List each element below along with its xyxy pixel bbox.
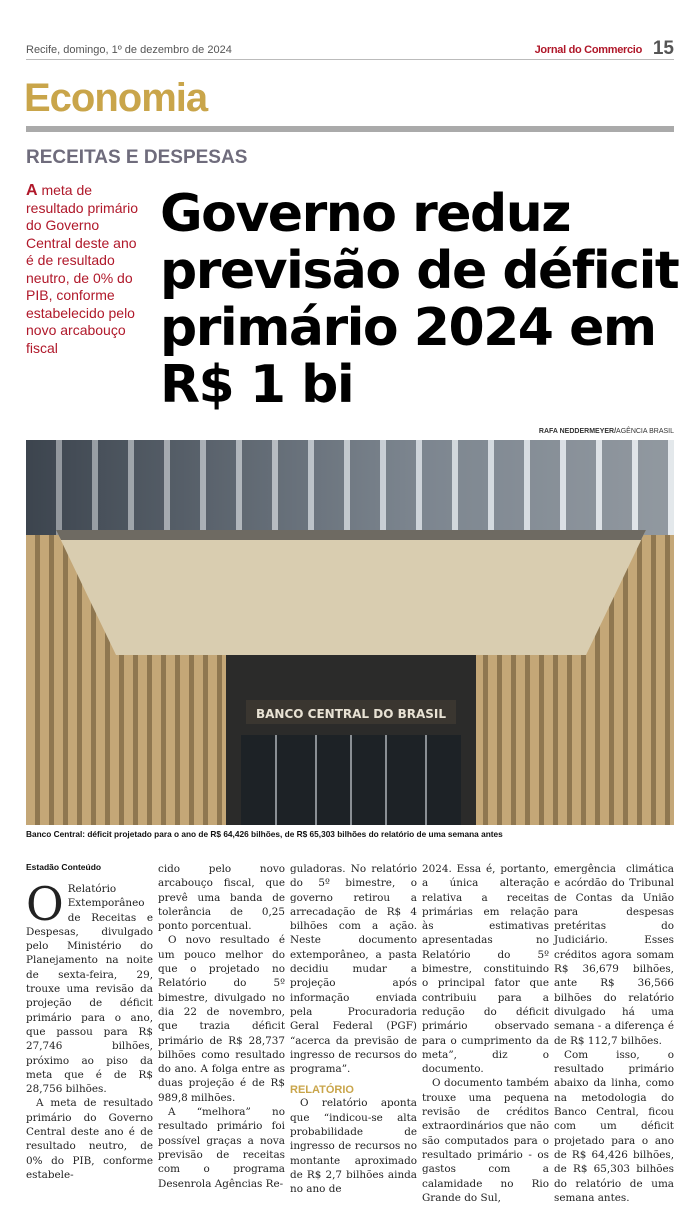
drop-cap: O (26, 877, 64, 931)
paragraph: O Relatório Extemporâneo de Receitas e Despesas, divulgado pelo Ministério do Planejamento na noite de sexta-feira, 29, trouxe uma revisão da projeção de déficit primário para o ano, que passou para R$ 27,746 bilhões, próximo ao piso da meta que é de R$ 28,756 bilhões. (26, 877, 153, 1096)
paragraph: guladoras. No relatório do 5º bimestre, o governo retirou a arrecadação de R$ 4 bilhões com a ação. Neste documento extemporâneo, a pasta decidiu mudar a projeção após informação enviada pela Procuradoria Geral Federal (PGF) “acerca da previsão de ingresso de recursos do programa”. (290, 863, 417, 1076)
photo-caption: Banco Central: déficit projetado para o ano de R$ 64,426 bilhões, de R$ 65,303 bilhões do relatório de uma semana antes (26, 829, 503, 839)
paragraph: A meta de resultado primário do Governo Central deste ano é de resultado neutro, de 0% do PIB, conforme estabele- (26, 1097, 153, 1181)
lede (26, 182, 148, 357)
paragraph: O relatório aponta que “indicou-se alta probabilidade de ingresso de recursos no montante aproximado de R$ 2,7 bilhões ainda no ano de (290, 1097, 417, 1196)
subheading: RELATÓRIO (290, 1084, 354, 1097)
building-illustration (26, 440, 674, 825)
credit-agency: AGÊNCIA BRASIL (616, 428, 674, 435)
dateline: Recife, domingo, 1º de dezembro de 2024 (26, 44, 232, 56)
paragraph: O documento também trouxe uma pequena revisão de créditos extraordinários que não são computados para o resultado primário - os gastos com a calamidade no Rio Grande do Sul, (422, 1077, 549, 1204)
kicker: RECEITAS E DESPESAS (26, 147, 248, 168)
article-column-4 (422, 862, 549, 1205)
article-column-2 (158, 862, 285, 1191)
article-column-1 (26, 862, 153, 1182)
section-title: Economia (24, 76, 208, 120)
newspaper-name: Jornal do Commercio (534, 44, 642, 56)
paragraph: 2024. Essa é, portanto, a única alteração relativa a receitas primárias em relação às estimativas apresentadas no Relatório do 5º bimestre, constituindo o principal fator que contribuiu para a redução do déficit primário observado para o cumprimento da meta”, diz o documento. (422, 863, 549, 1076)
credit-author: RAFA NEDDERMEYER/ (538, 428, 617, 435)
paragraph: O novo resultado é um pouco melhor do que o projetado no Relatório do 5º bimestre, divulgado no dia 22 de novembro, que trazia déficit primário de R$ 28,737 bilhões como resultado do ano. A folga entre as duas projeção é de R$ 989,8 milhões. (158, 934, 285, 1104)
article-column-5 (554, 862, 674, 1205)
header-divider (26, 59, 674, 60)
article-column-3 (290, 862, 417, 1197)
page-number: 15 (652, 38, 674, 59)
photo-credit (539, 428, 674, 435)
paragraph: emergência climática e acórdão do Tribunal de Contas da União para despesas pretéritas do Judiciário. Esses créditos agora somam R$ 36,679 bilhões, ante R$ 36,566 bilhões do relatório divulgado há uma semana - a diferença é de R$ 112,7 bilhões. (554, 863, 674, 1047)
paragraph: cido pelo novo arcabouço fiscal, que prevê uma banda de tolerância de 0,25 ponto porcentual. (158, 863, 285, 933)
building-sign: BANCO CENTRAL DO BRASIL (255, 707, 447, 721)
lede-text: meta de resultado primário do Governo Central deste ano é de resultado neutro, de 0% do PIB, conforme estabelecido pelo novo arcabouço fiscal (26, 182, 139, 356)
byline: Estadão Conteúdo (26, 862, 102, 872)
lede-initial: A (26, 182, 38, 199)
section-divider (26, 126, 674, 132)
headline: Governo reduz previsão de déficit primário 2024 em R$ 1 bi (160, 184, 679, 415)
paragraph: A “melhora” no resultado primário foi possível graças a nova previsão de receitas com o programa Desenrola Agências Re- (158, 1106, 285, 1190)
photo-banco-central (26, 440, 674, 825)
paragraph: Com isso, o resultado primário abaixo da linha, como na metodologia do Banco Central, ficou com um déficit projetado para o ano de R$ 64,426 bilhões, de R$ 65,303 bilhões do relatório de uma semana antes. (554, 1048, 674, 1204)
